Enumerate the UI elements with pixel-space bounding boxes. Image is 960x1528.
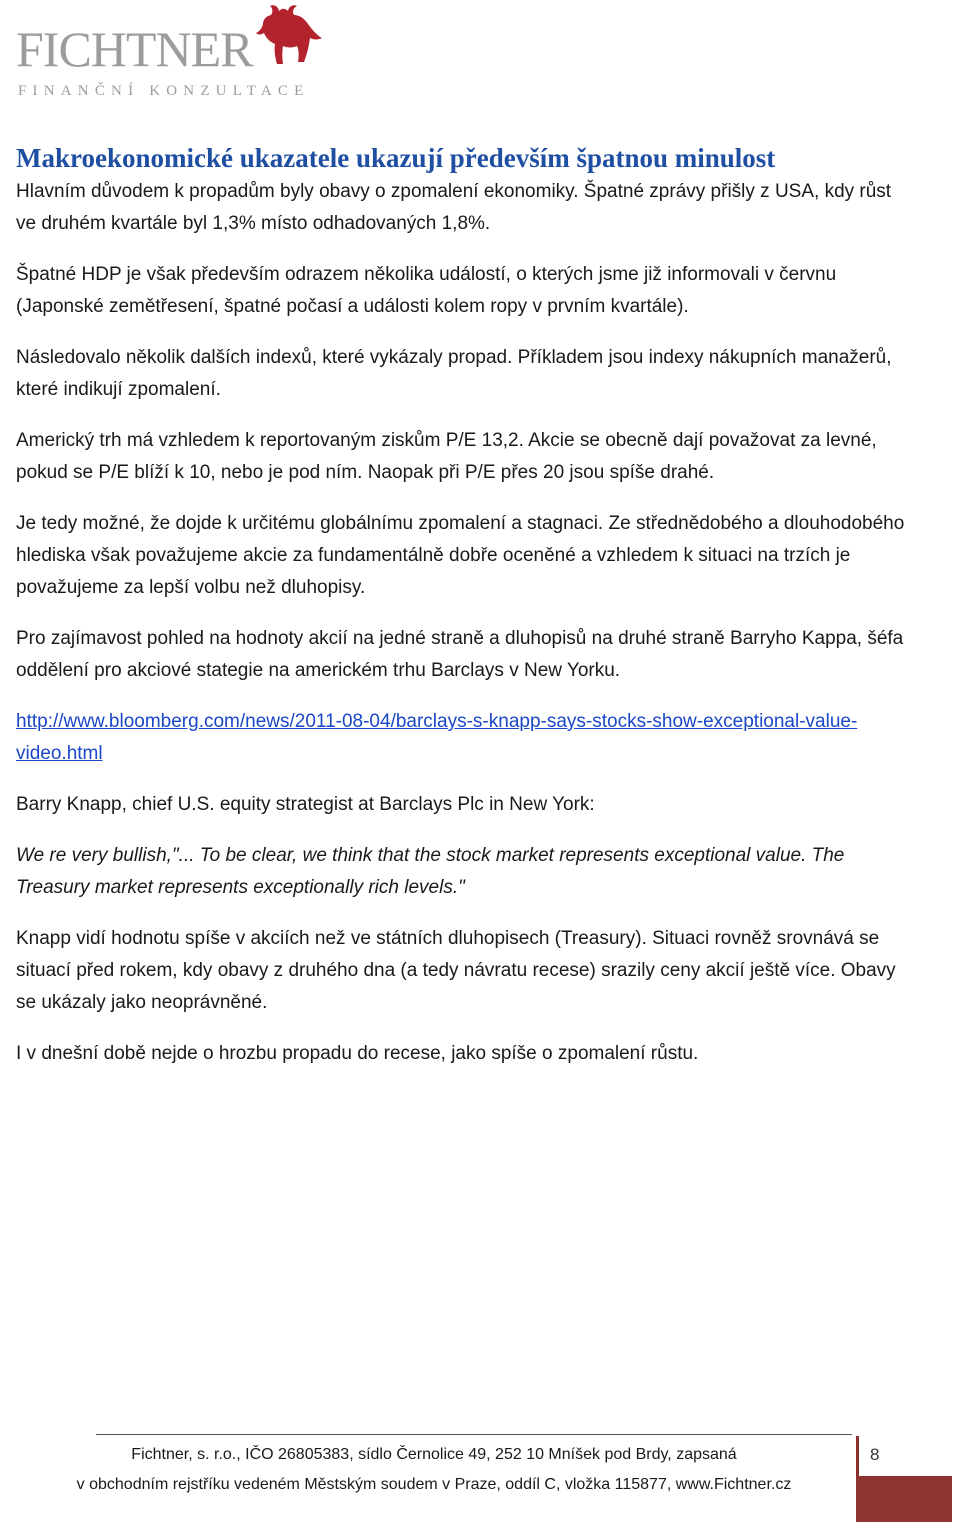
paragraph-6: Pro zajímavost pohled na hodnoty akcií na jedné straně a dluhopisů na druhé straně Barryho Kappa, šéfa oddělení pro akciové stategie na americkém trhu Barclays v New Yorku. [16, 628, 904, 681]
paragraph-7: Knapp vidí hodnotu spíše v akciích než ve státních dluhopisech (Treasury). Situaci rovněž srovnává se situací před rokem, kdy obavy z druhého dna (a tedy návratu recese) srazily ceny akcií ještě více. Obavy se ukázaly jako neoprávněné. [16, 928, 896, 1013]
article-title: Makroekonomické ukazatele ukazují především špatnou minulost [16, 143, 776, 173]
page-number-accent [856, 1476, 952, 1522]
bloomberg-link[interactable]: http://www.bloomberg.com/news/2011-08-04/barclays-s-knapp-says-stocks-show-exceptional-value-video.html [16, 711, 858, 764]
paragraph-2: Špatné HDP je však především odrazem několika událostí, o kterých jsme již informovali v červnu (Japonské zemětřesení, špatné počasí a události kolem ropy v prvním kvartále). [16, 264, 837, 317]
quote: We re very bullish,"... To be clear, we think that the stock market represents exceptional value. The Treasury market represents exceptionally rich levels." [16, 845, 845, 898]
company-logo [14, 2, 314, 102]
logo-name: FICHTNER [16, 21, 253, 77]
logo-subtitle: FINANČNÍ KONZULTACE [18, 83, 310, 99]
paragraph-3: Následovalo několik dalších indexů, které vykázaly propad. Příkladem jsou indexy nákupních manažerů, které indikují zpomalení. [16, 347, 892, 400]
paragraph-8: I v dnešní době nejde o hrozbu propadu do recese, jako spíše o zpomalení růstu. [16, 1043, 699, 1064]
footer [16, 1440, 852, 1500]
footer-divider [96, 1434, 852, 1435]
paragraph-4: Americký trh má vzhledem k reportovaným ziskům P/E 13,2. Akcie se obecně dají považovat za levné, pokud se P/E blíží k 10, nebo je pod ním. Naopak při P/E přes 20 jsou spíše drahé. [16, 430, 877, 483]
page-number-box [856, 1434, 952, 1524]
footer-line-1: Fichtner, s. r.o., IČO 26805383, sídlo Černolice 49, 252 10 Mníšek pod Brdy, zapsaná [131, 1446, 737, 1463]
bull-icon [252, 2, 326, 76]
footer-line-2: v obchodním rejstříku vedeném Městským soudem v Praze, oddíl C, vložka 115877, www.Fichtner.cz [76, 1476, 792, 1493]
paragraph-5: Je tedy možné, že dojde k určitému globálnímu zpomalení a stagnaci. Ze střednědobého a dlouhodobého hlediska však považujeme akcie za fundamentálně dobře oceněné a vzhledem k situaci na trzích je považujeme za lepší volbu než dluhopisy. [16, 513, 905, 598]
attribution: Barry Knapp, chief U.S. equity strategist at Barclays Plc in New York: [16, 794, 595, 815]
article [16, 140, 916, 1070]
page-number: 8 [870, 1445, 880, 1464]
paragraph-1: Hlavním důvodem k propadům byly obavy o zpomalení ekonomiky. Špatné zprávy přišly z USA, kdy růst ve druhém kvartále byl 1,3% místo odhadovaných 1,8%. [16, 181, 892, 234]
